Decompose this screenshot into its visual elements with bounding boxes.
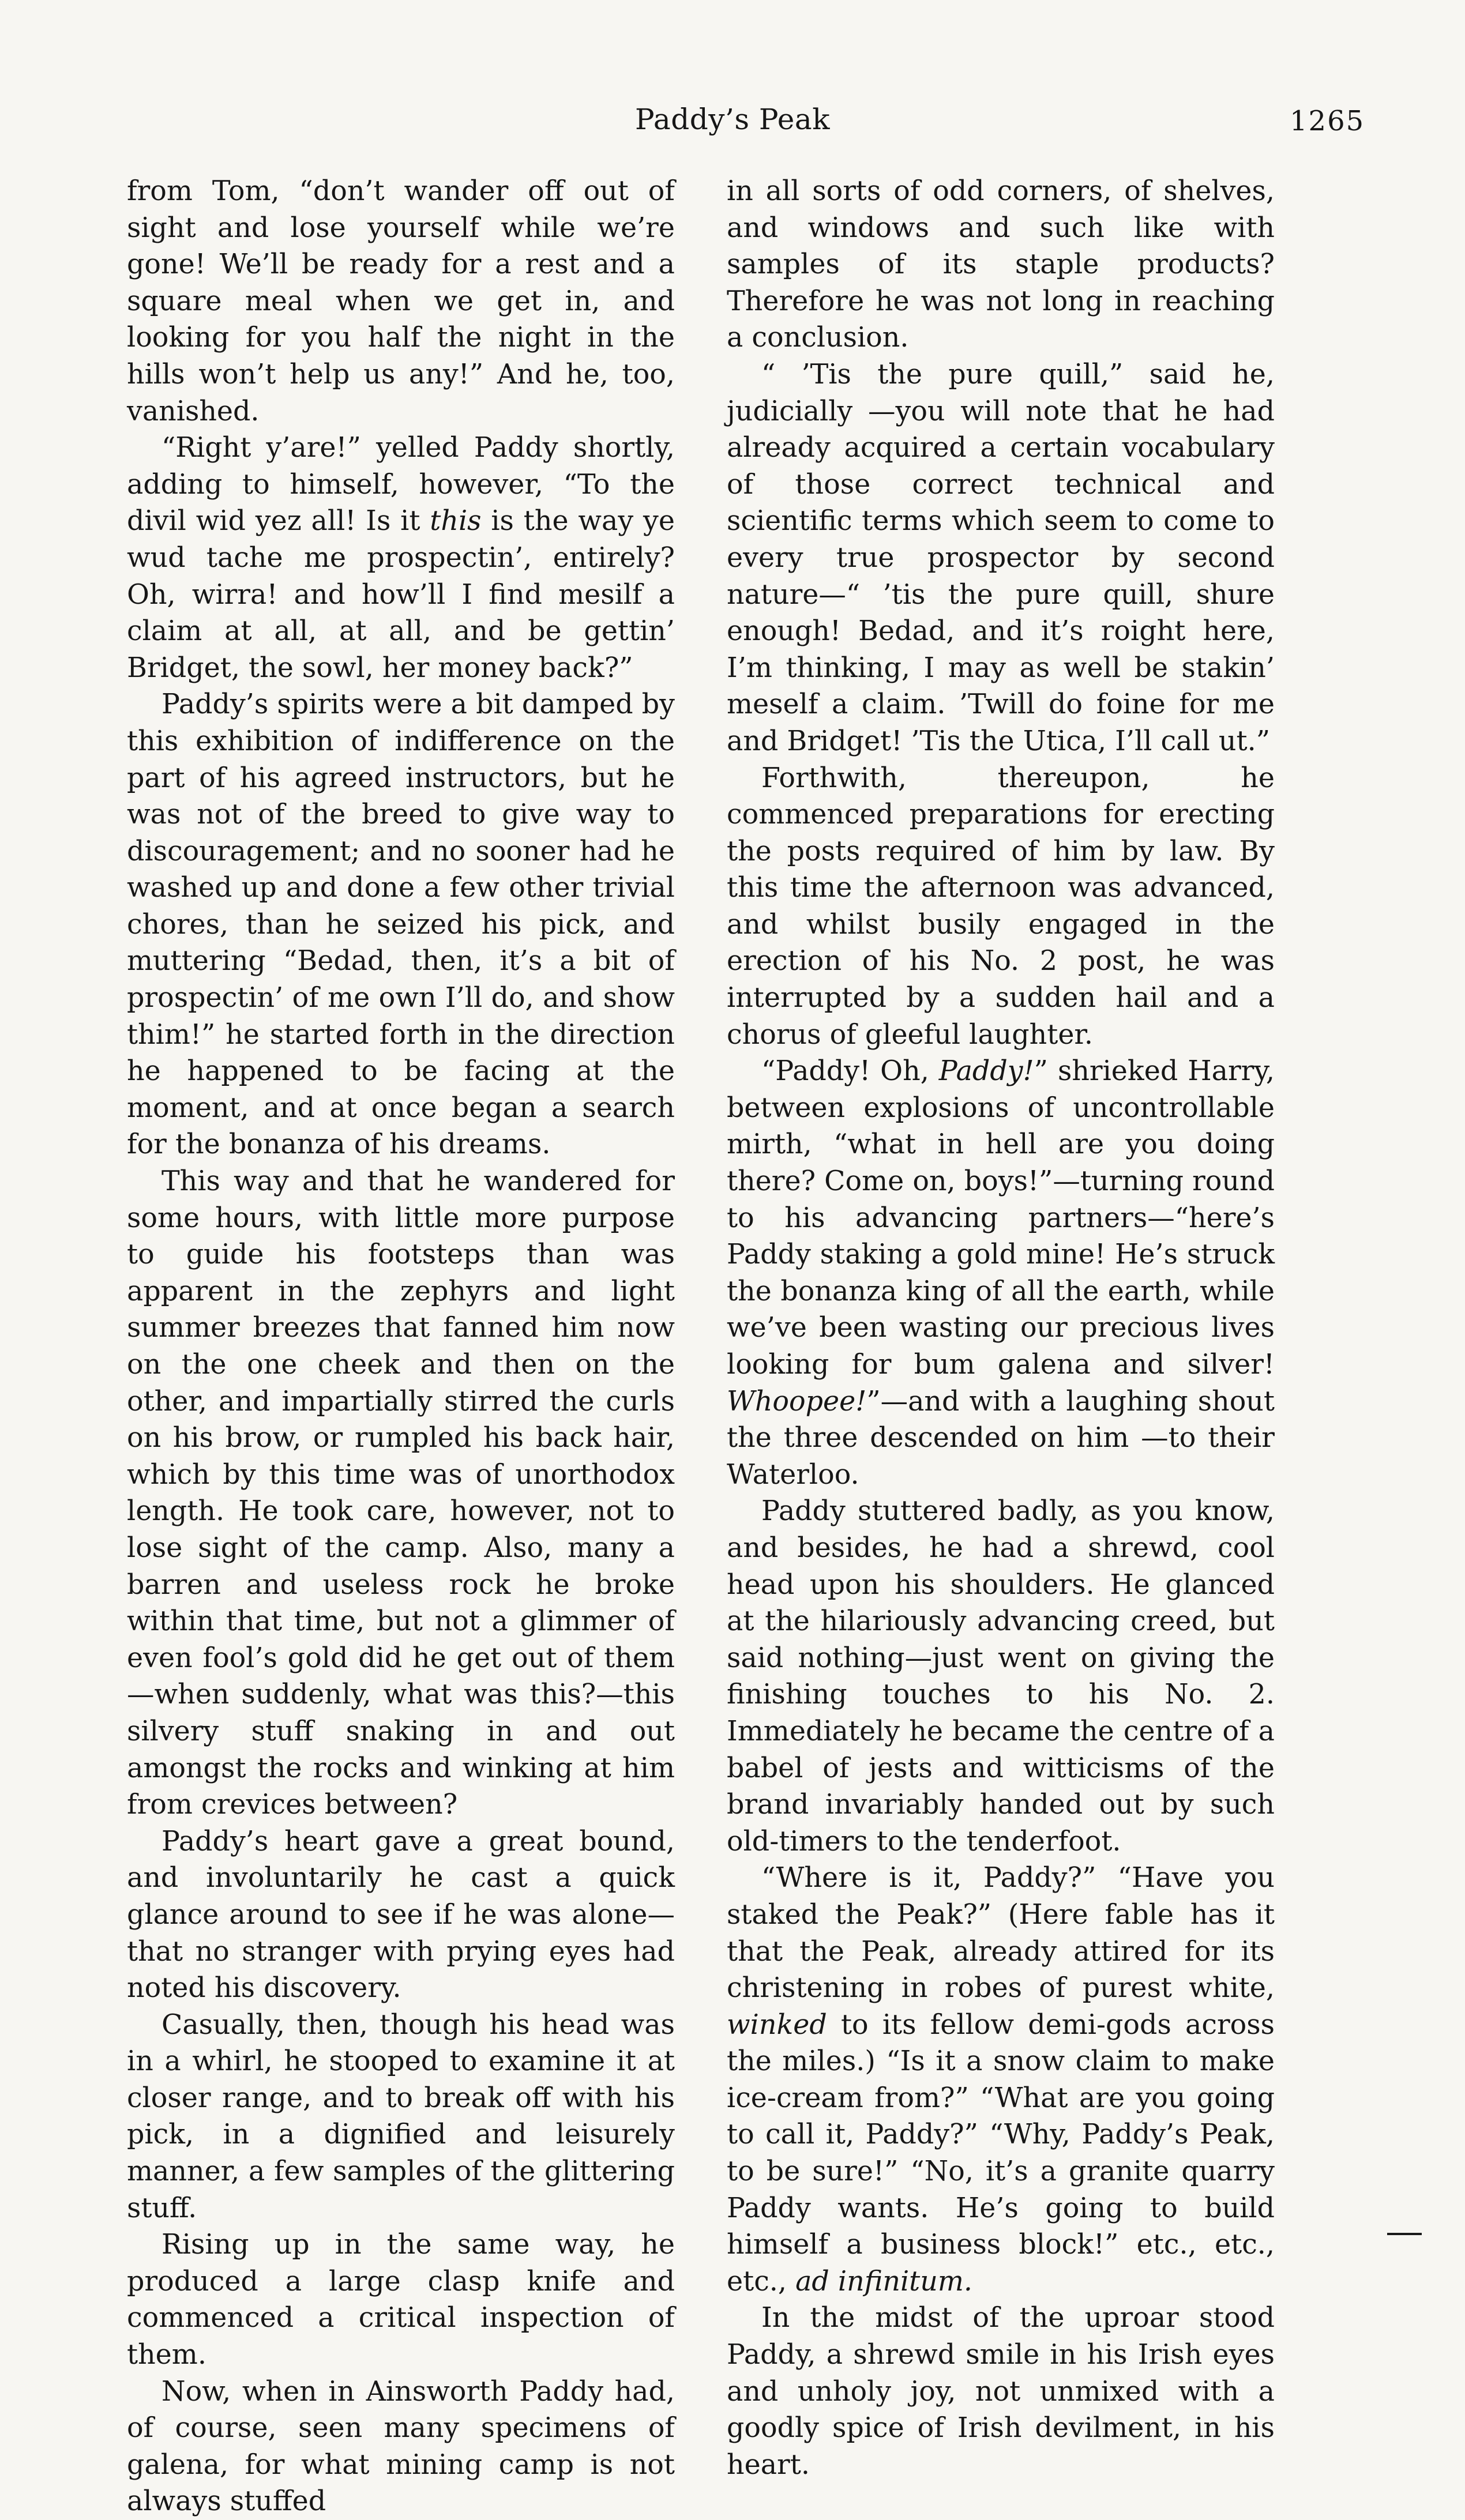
paragraph: This way and that he wandered for some hours, with little more purpose to guide his footsteps than was apparent in the zephyrs and light summer breezes that fanned him now on the one cheek and then on the other, and impartially stirred the curls on his brow, or rumpled his back hair, which by this time was of unorthodox length. He took care, however, not to lose sight of the camp. Also, many a barren and useless rock he broke within that time, but not a glimmer of even fool’s gold did he get out of them—when suddenly, what was this?—this silvery stuff snaking in and out amongst the rocks and winking at him from crevices between? (127, 1165, 675, 1821)
page-end-dash (1387, 2233, 1422, 2235)
paragraph: “ ’Tis the pure quill,” said he, judicially —you will note that he had already acquired a certain vocabulary of those correct technical and scientific terms which seem to come to every true prospector by second nature—“ ’tis the pure quill, shure enough! Bedad, and it’s roight here, I’m thinking, I may as well be stakin’ meself a claim. ’Twill do foine for me and Bridget! ’Tis the Utica, I’ll call ut.” (727, 358, 1275, 757)
left-column (127, 173, 675, 2520)
paragraph: Paddy’s heart gave a great bound, and involuntarily he cast a quick glance around to see if he was alone—that no stranger with prying eyes had noted his discovery. (127, 1825, 675, 2004)
paragraph: in all sorts of odd corners, of shelves, and windows and such like with samples of its staple products? Therefore he was not long in reaching a conclusion. (727, 175, 1275, 354)
paragraph: Casually, then, though his head was in a whirl, he stooped to examine it at closer range, and to break off with his pick, in a dignified and leisurely manner, a few samples of the glittering stuff. (127, 2009, 675, 2224)
running-title: Paddy’s Peak (634, 103, 830, 136)
paragraph: “Paddy! Oh, Paddy!” shrieked Harry, between explosions of uncontrollable mirth, “what in hell are you doing there? Come on, boys!”—turning round to his advancing partners—“here’s Paddy staking a gold mine! He’s struck the bonanza king of all the earth, while we’ve been wasting our precious lives looking for bum galena and silver! Whoopee!”—and with a laughing shout the three descended on him —to their Waterloo. (727, 1055, 1275, 1491)
paragraph: Now, when in Ainsworth Paddy had, of course, seen many specimens of galena, for what mining camp is not always stuffed (127, 2375, 675, 2518)
paragraph: “Right y’are!” yelled Paddy shortly, adding to himself, however, “To the divil wid yez all! Is it this is the way ye wud tache me prospectin’, entirely? Oh, wirra! and how’ll I find mesilf a claim at all, at all, and be gettin’ Bridget, the sowl, her money back?” (127, 432, 675, 684)
page-number: 1265 (1290, 105, 1365, 137)
paragraph: Paddy’s spirits were a bit damped by this exhibition of indifference on the part of his agreed instructors, but he was not of the breed to give way to discouragement; and no sooner had he washed up and done a few other trivial chores, than he seized his pick, and muttering “Bedad, then, it’s a bit of prospectin’ of me own I’ll do, and show thim!” he started forth in the direction he happened to be facing at the moment, and at once began a search for the bonanza of his dreams. (127, 689, 675, 1161)
paragraph: “Where is it, Paddy?” “Have you staked the Peak?” (Here fable has it that the Peak, already attired for its christening in robes of purest white, winked to its fellow demi-gods across the miles.) “Is it a snow claim to make ice-cream from?” “What are you going to call it, Paddy?” “Why, Paddy’s Peak, to be sure!” “No, it’s a granite quarry Paddy wants. He’s going to build himself a business block!” etc., etc., etc., ad infinitum. (727, 1862, 1275, 2297)
paragraph: from Tom, “don’t wander off out of sight and lose yourself while we’re gone! We’ll be ready for a rest and a square meal when we get in, and looking for you half the night in the hills won’t help us any!” And he, too, vanished. (127, 175, 675, 427)
paragraph: Paddy stuttered badly, as you know, and besides, he had a shrewd, cool head upon his shoulders. He glanced at the hilariously advancing creed, but said nothing—just went on giving the finishing touches to his No. 2. Immediately he became the centre of a babel of jests and witticisms of the brand invariably handed out by such old-timers to the tenderfoot. (727, 1495, 1275, 1857)
right-column (727, 173, 1275, 2483)
paragraph: Forthwith, thereupon, he commenced preparations for erecting the posts required of him by law. By this time the afternoon was advanced, and whilst busily engaged in the erection of his No. 2 post, he was interrupted by a sudden hail and a chorus of gleeful laughter. (727, 762, 1275, 1051)
paragraph: Rising up in the same way, he produced a large clasp knife and commenced a critical inspection of them. (127, 2229, 675, 2371)
paragraph: In the midst of the uproar stood Paddy, a shrewd smile in his Irish eyes and unholy joy, not unmixed with a goodly spice of Irish devilment, in his heart. (727, 2302, 1275, 2481)
